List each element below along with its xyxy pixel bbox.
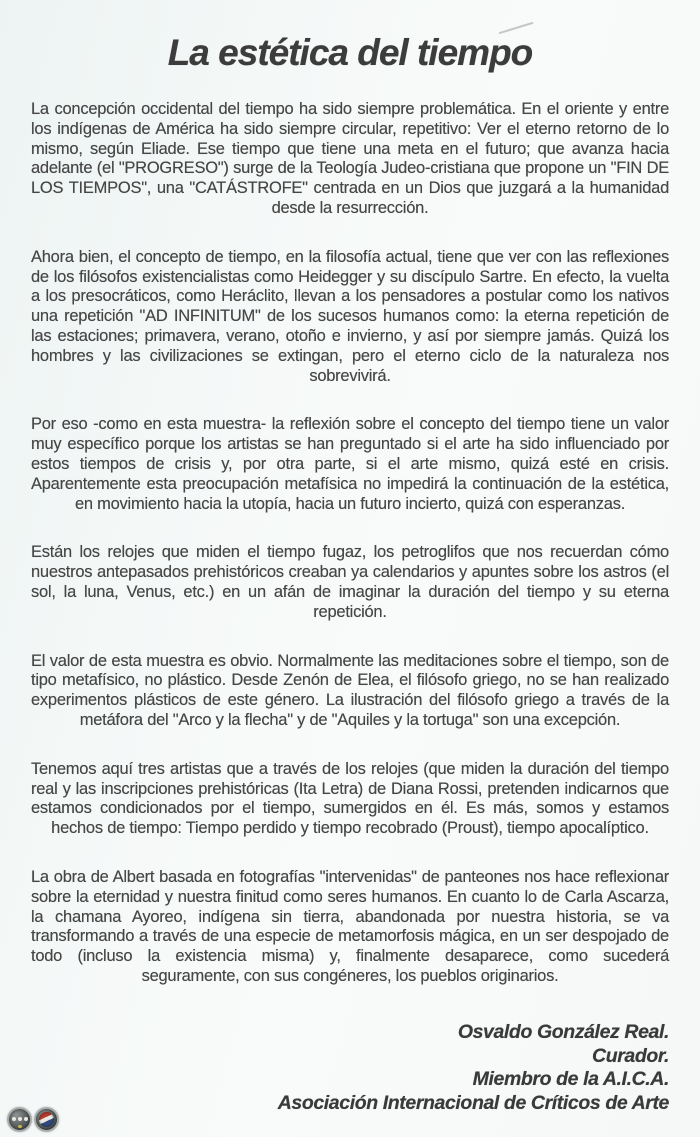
- pin-badges: [7, 1107, 59, 1132]
- paragraph-1: La concepción occidental del tiempo ha sido siempre problemática. En el oriente y entre los indígenas de América ha sido siempre circular, repetitivo: Ver el eterno retorno de lo mismo, según Eliade. Ese tiempo que tiene una meta en el futuro; que avanza hacia adelante (el "PROGRESO") surge de la Teología Judeo-cristiana que propone un "FIN DE LOS TIEMPOS", una "CATÁSTROFE" centrada en un Dios que juzgará a la humanidad desde la resurrección.: [31, 100, 669, 217]
- flag-pin-icon: [34, 1107, 59, 1132]
- paragraph-2: Ahora bien, el concepto de tiempo, en la filosofía actual, tiene que ver con las reflexiones de los filósofos existencialistas como Heidegger y su discípulo Sartre. En efecto, la vuelta a los presocráticos, como Heráclito, llevan a los pensadores a postular como los nativos una repetición "AD INFINITUM" de los sucesos humanos como: la eterna repetición de las estaciones; primavera, verano, otoño e invierno, y así por siempre jamás. Quizá los hombres y las civilizaciones se extingan, pero el eterno ciclo de la naturaleza nos sobrevivirá.: [31, 247, 669, 385]
- dotted-pin-icon: [7, 1107, 32, 1132]
- page-title: La estética del tiempo: [167, 32, 533, 73]
- paragraph-6: Tenemos aquí tres artistas que a través de los relojes (que miden la duración del tiempo real y las inscripciones prehistóricas (Ita Letra) de Diana Rossi, pretenden indicarnos que estamos condicionados por el tiempo, sumergidos en él. Es más, somos y estamos hechos de tiempo: Tiempo perdido y tiempo recobrado (Proust), tiempo apocalíptico.: [31, 759, 669, 838]
- flag-pin-face: [39, 1112, 54, 1127]
- signature-membership: Miembro de la A.I.C.A.: [472, 1068, 669, 1091]
- paragraph-5: El valor de esta muestra es obvio. Normalmente las meditaciones sobre el tiempo, son de tipo metafísico, no plástico. Desde Zenón de Elea, el filósofo griego, no se han realizado experimentos plásticos de este género. La ilustración del filósofo griego a través de la metáfora del "Arco y la flecha" y de "Aquiles y la tortuga" son una excepción.: [31, 651, 669, 729]
- signature-role: Curador.: [592, 1044, 669, 1067]
- paragraph-4: Están los relojes que miden el tiempo fugaz, los petroglifos que nos recuerdan cómo nuestros antepasados prehistóricos creaban ya calendarios y apuntes sobre los astros (el sol, la luna, Venus, etc.) en un afán de imaginar la duración del tiempo y su eterna repetición.: [31, 543, 669, 621]
- signature-block: [31, 1021, 669, 1115]
- paragraph-7: La obra de Albert basada en fotografías "intervenidas" de panteones nos hace reflexionar sobre la eternidad y nuestra finitud como seres humanos. En cuanto lo de Carla Ascarza, la chamana Ayoreo, indígena sin tierra, abandonada por nuestra historia, se va transformando a través de una especie de metamorfosis mágica, en un ser despojado de todo (incluso la existencia misma) y, finalmente desaparece, como sucederá seguramente, con sus congéneres, los pueblos originarios.: [31, 867, 669, 985]
- signature-name: Osvaldo González Real.: [457, 1021, 669, 1043]
- dotted-pin-dots: [9, 1117, 30, 1121]
- article-body: [31, 100, 669, 987]
- signature-organization: Asociación Internacional de Críticos de Arte: [277, 1091, 669, 1114]
- paragraph-3: Por eso -como en esta muestra- la reflexión sobre el concepto del tiempo tiene un valor muy específico porque los artistas se han preguntado si el arte ha sido influenciado por estos tiempos de crisis y, por otra parte, si el arte mismo, quizá esté en crisis. Aparentemente esta preocupación metafísica no impedirá la continuación de la estética, en movimiento hacia la utopía, hacia un futuro incierto, quizá con esperanzas.: [31, 415, 669, 513]
